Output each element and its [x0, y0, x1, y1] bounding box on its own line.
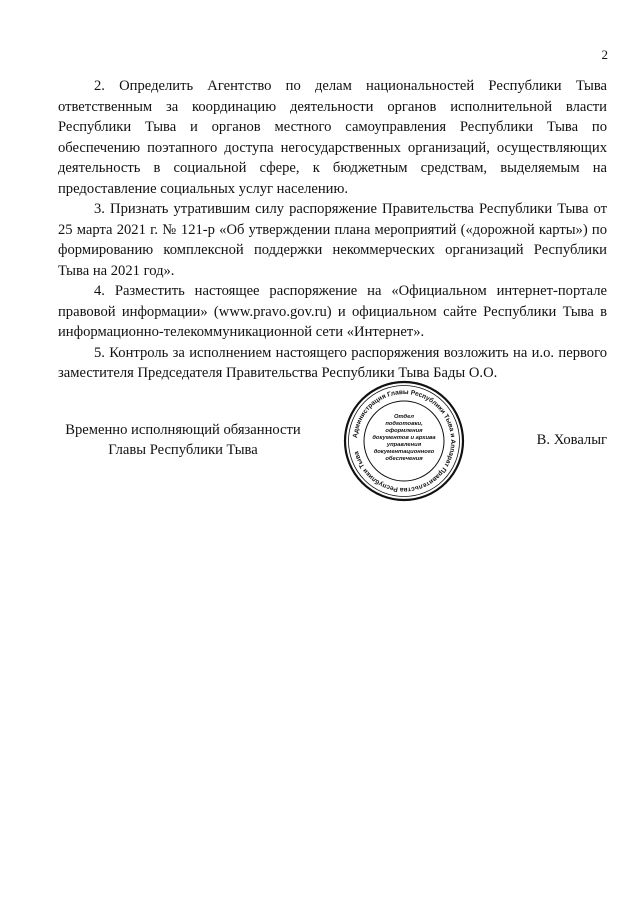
signatory-position [58, 420, 308, 460]
seal-center-line: обеспечения [385, 456, 423, 462]
seal-center-line: управления [386, 442, 422, 448]
paragraph-5: 5. Контроль за исполнением настоящего распоряжения возложить на и.о. первого заместителя Председателя Правительства Республики Тыва Бады О.О. [58, 344, 607, 381]
paragraph-3: 3. Признать утратившим силу распоряжение Правительства Республики Тыва от 25 марта 2021 г. № 121-р «Об утверждении плана мероприятий («дорожной карты») по формированию комплексной поддержки некоммерческих организаций Республики Тыва на 2021 год». [58, 201, 607, 279]
seal-outer-inner-ring [349, 386, 460, 497]
signature-block [58, 420, 607, 500]
signatory-position-line-2: Главы Республики Тыва [108, 442, 258, 458]
seal-center-line: документов и архива [372, 435, 436, 441]
signatory-name: В. Ховалыг [536, 432, 607, 448]
document-body [58, 76, 607, 384]
paragraph-2: 2. Определить Агентство по делам национальностей Республики Тыва ответственным за координацию деятельности органов исполнительной власти Республики Тыва и органов местного самоуправления Республики Тыва по обеспечению поэтапного доступа негосударственных организаций, осуществляющих деятельность в социальной сфере, к бюджетным средствам, выделяемым на предоставление социальных услуг населению. [58, 78, 607, 197]
signatory-position-line-1: Временно исполняющий обязанности [65, 422, 301, 438]
seal-graphic [343, 380, 465, 502]
seal-center-line: Отдел [393, 414, 415, 420]
seal-ring-text: Администрация Главы Республики Тыва и Аппарат Правительства Республики Тыва [352, 388, 457, 494]
official-seal [343, 380, 465, 502]
seal-center-text [372, 414, 436, 462]
paragraph-4: 4. Разместить настоящее распоряжение на «Официальном интернет-портале правовой информации» (www.pravo.gov.ru) и официальном сайте Республики Тыва в информационно-телекоммуникационной сети «Интернет». [58, 283, 607, 340]
seal-outer-ring [345, 382, 463, 500]
seal-center-line: подготовки, [385, 421, 423, 427]
seal-inner-ring [364, 401, 444, 481]
seal-center-line: оформления [385, 428, 423, 434]
page-number: 2 [601, 47, 608, 62]
seal-center-line: документационного [373, 449, 435, 455]
